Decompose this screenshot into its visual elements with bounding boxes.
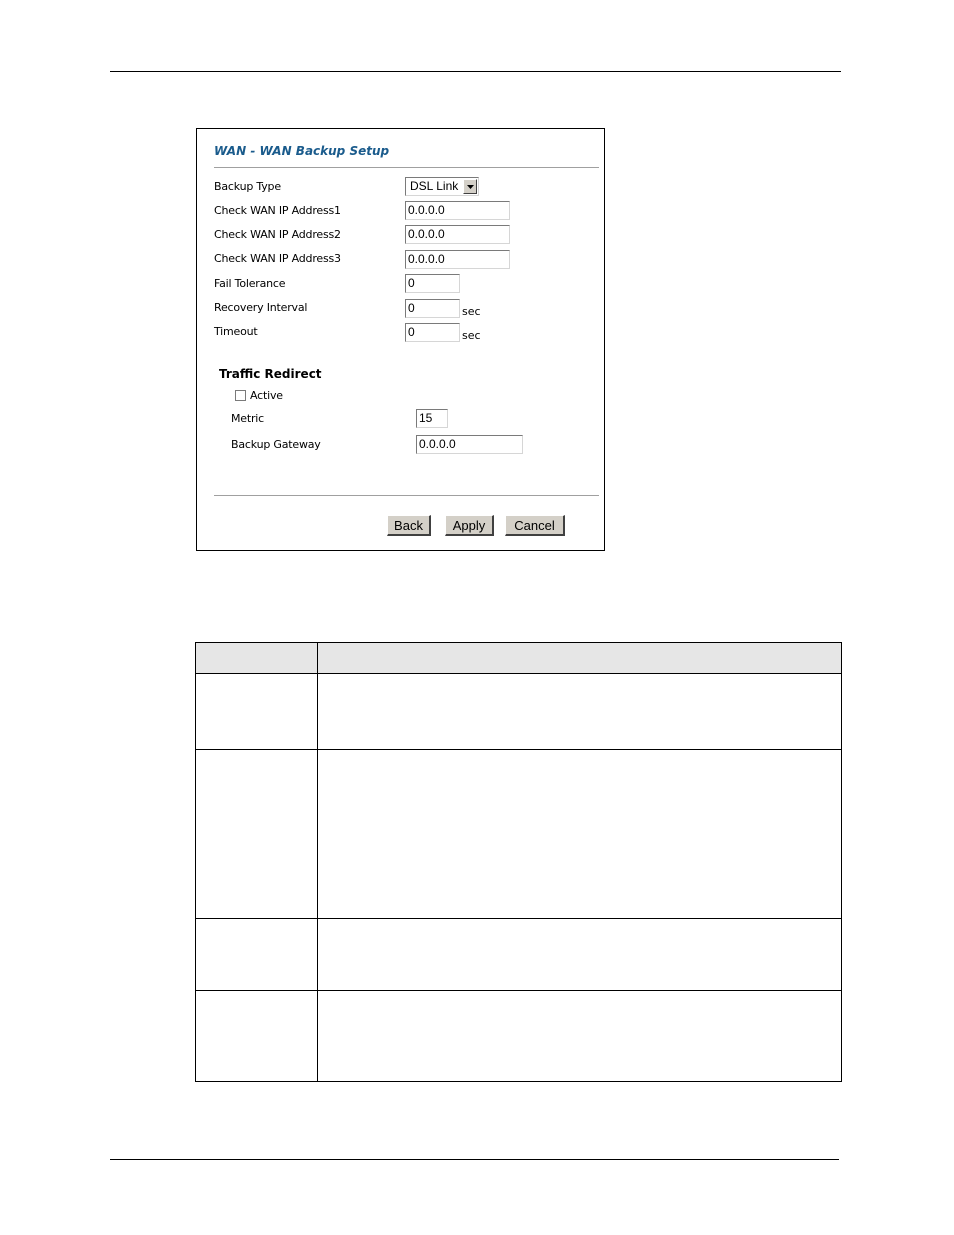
table-row — [196, 674, 842, 750]
recovery-interval-unit: sec — [462, 305, 481, 318]
timeout-input[interactable]: 0 — [405, 323, 460, 342]
backup-gateway-label: Backup Gateway — [231, 438, 321, 451]
table-row — [196, 919, 842, 991]
check-wan-ip2-input[interactable]: 0.0.0.0 — [405, 225, 510, 244]
check-wan-ip1-input[interactable]: 0.0.0.0 — [405, 201, 510, 220]
backup-gateway-input[interactable]: 0.0.0.0 — [416, 435, 523, 454]
table-cell — [318, 991, 842, 1082]
check-wan-ip1-label: Check WAN IP Address1 — [214, 204, 341, 217]
fail-tolerance-input[interactable]: 0 — [405, 274, 460, 293]
check-wan-ip3-input[interactable]: 0.0.0.0 — [405, 250, 510, 269]
active-checkbox[interactable] — [235, 390, 246, 401]
table-cell — [196, 991, 318, 1082]
check-wan-ip2-label: Check WAN IP Address2 — [214, 228, 341, 241]
table-cell — [196, 674, 318, 750]
table-cell — [196, 750, 318, 919]
table-cell — [318, 919, 842, 991]
metric-label: Metric — [231, 412, 264, 425]
table-header-row — [196, 643, 842, 674]
table-cell — [318, 750, 842, 919]
backup-type-value: DSL Link — [410, 179, 459, 193]
apply-button[interactable]: Apply — [445, 515, 494, 536]
cancel-button[interactable]: Cancel — [505, 515, 565, 536]
active-label: Active — [250, 389, 283, 402]
timeout-label: Timeout — [214, 325, 258, 338]
backup-type-label: Backup Type — [214, 180, 281, 193]
recovery-interval-label: Recovery Interval — [214, 301, 308, 314]
fail-tolerance-label: Fail Tolerance — [214, 277, 286, 290]
backup-type-select[interactable] — [405, 177, 479, 196]
table-row — [196, 750, 842, 919]
chevron-down-icon — [467, 185, 474, 189]
table-header-cell — [196, 643, 318, 674]
panel-title: WAN - WAN Backup Setup — [214, 144, 390, 158]
description-table — [195, 642, 842, 1082]
metric-input[interactable]: 15 — [416, 409, 448, 428]
title-divider — [214, 167, 599, 168]
button-divider — [214, 495, 599, 496]
recovery-interval-input[interactable]: 0 — [405, 299, 460, 318]
check-wan-ip3-label: Check WAN IP Address3 — [214, 252, 341, 265]
dropdown-arrow-button[interactable] — [463, 179, 477, 194]
back-button[interactable]: Back — [387, 515, 431, 536]
table-header-cell — [318, 643, 842, 674]
page-footer-rule — [110, 1159, 839, 1160]
traffic-redirect-heading: Traffic Redirect — [219, 367, 322, 381]
wan-backup-setup-panel — [196, 128, 605, 551]
table-cell — [318, 674, 842, 750]
page-header-rule — [110, 71, 841, 72]
table-row — [196, 991, 842, 1082]
timeout-unit: sec — [462, 329, 481, 342]
table-cell — [196, 919, 318, 991]
